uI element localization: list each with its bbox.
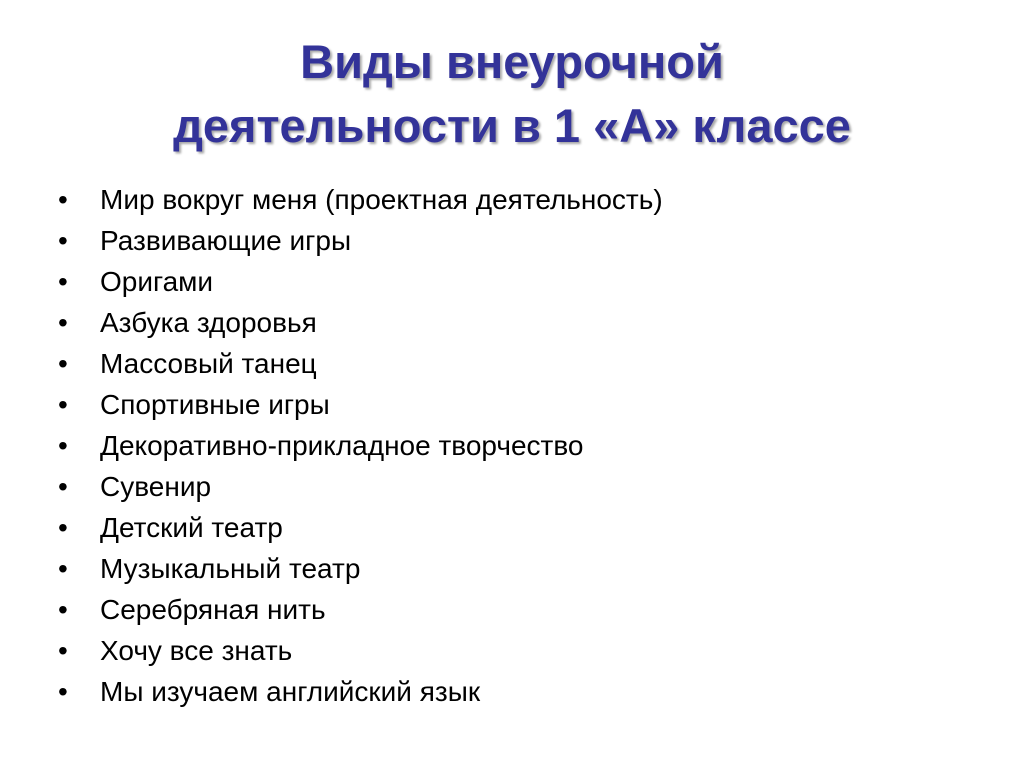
list-item — [58, 425, 978, 466]
bullet-icon: • — [58, 389, 68, 420]
list-item — [58, 302, 978, 343]
list-item-text: Сувенир — [100, 471, 212, 502]
activity-list — [58, 179, 978, 712]
list-item — [58, 671, 978, 712]
list-item-text: Спортивные игры — [100, 389, 330, 420]
list-item-text: Азбука здоровья — [100, 307, 317, 338]
bullet-icon: • — [58, 225, 68, 256]
bullet-icon: • — [58, 348, 68, 379]
bullet-icon: • — [58, 676, 68, 707]
list-item — [58, 220, 978, 261]
bullet-icon: • — [58, 307, 68, 338]
slide-title — [40, 30, 984, 158]
bullet-icon: • — [58, 471, 68, 502]
list-item — [58, 507, 978, 548]
bullet-icon: • — [58, 512, 68, 543]
list-item-text: Музыкальный театр — [100, 553, 361, 584]
list-item — [58, 466, 978, 507]
list-item — [58, 179, 978, 220]
bullet-icon: • — [58, 266, 68, 297]
bullet-icon: • — [58, 635, 68, 666]
list-item-text: Детский театр — [100, 512, 283, 543]
slide-title-line-2: деятельности в 1 «А» классе — [173, 99, 851, 152]
list-item-text: Хочу все знать — [100, 635, 293, 666]
list-item-text: Развивающие игры — [100, 225, 352, 256]
list-item-text: Декоративно-прикладное творчество — [100, 430, 584, 461]
list-item — [58, 261, 978, 302]
slide-title-line-1: Виды внеурочной — [300, 35, 724, 88]
list-item — [58, 343, 978, 384]
list-item — [58, 384, 978, 425]
list-item — [58, 630, 978, 671]
bullet-icon: • — [58, 553, 68, 584]
list-item-text: Серебряная нить — [100, 594, 326, 625]
bullet-icon: • — [58, 594, 68, 625]
list-item-text: Оригами — [100, 266, 214, 297]
list-item — [58, 548, 978, 589]
list-item-text: Массовый танец — [100, 348, 317, 379]
list-item — [58, 589, 978, 630]
bullet-icon: • — [58, 184, 68, 215]
list-item-text: Мы изучаем английский язык — [100, 676, 481, 707]
list-item-text: Мир вокруг меня (проектная деятельность) — [100, 184, 663, 215]
bullet-icon: • — [58, 430, 68, 461]
